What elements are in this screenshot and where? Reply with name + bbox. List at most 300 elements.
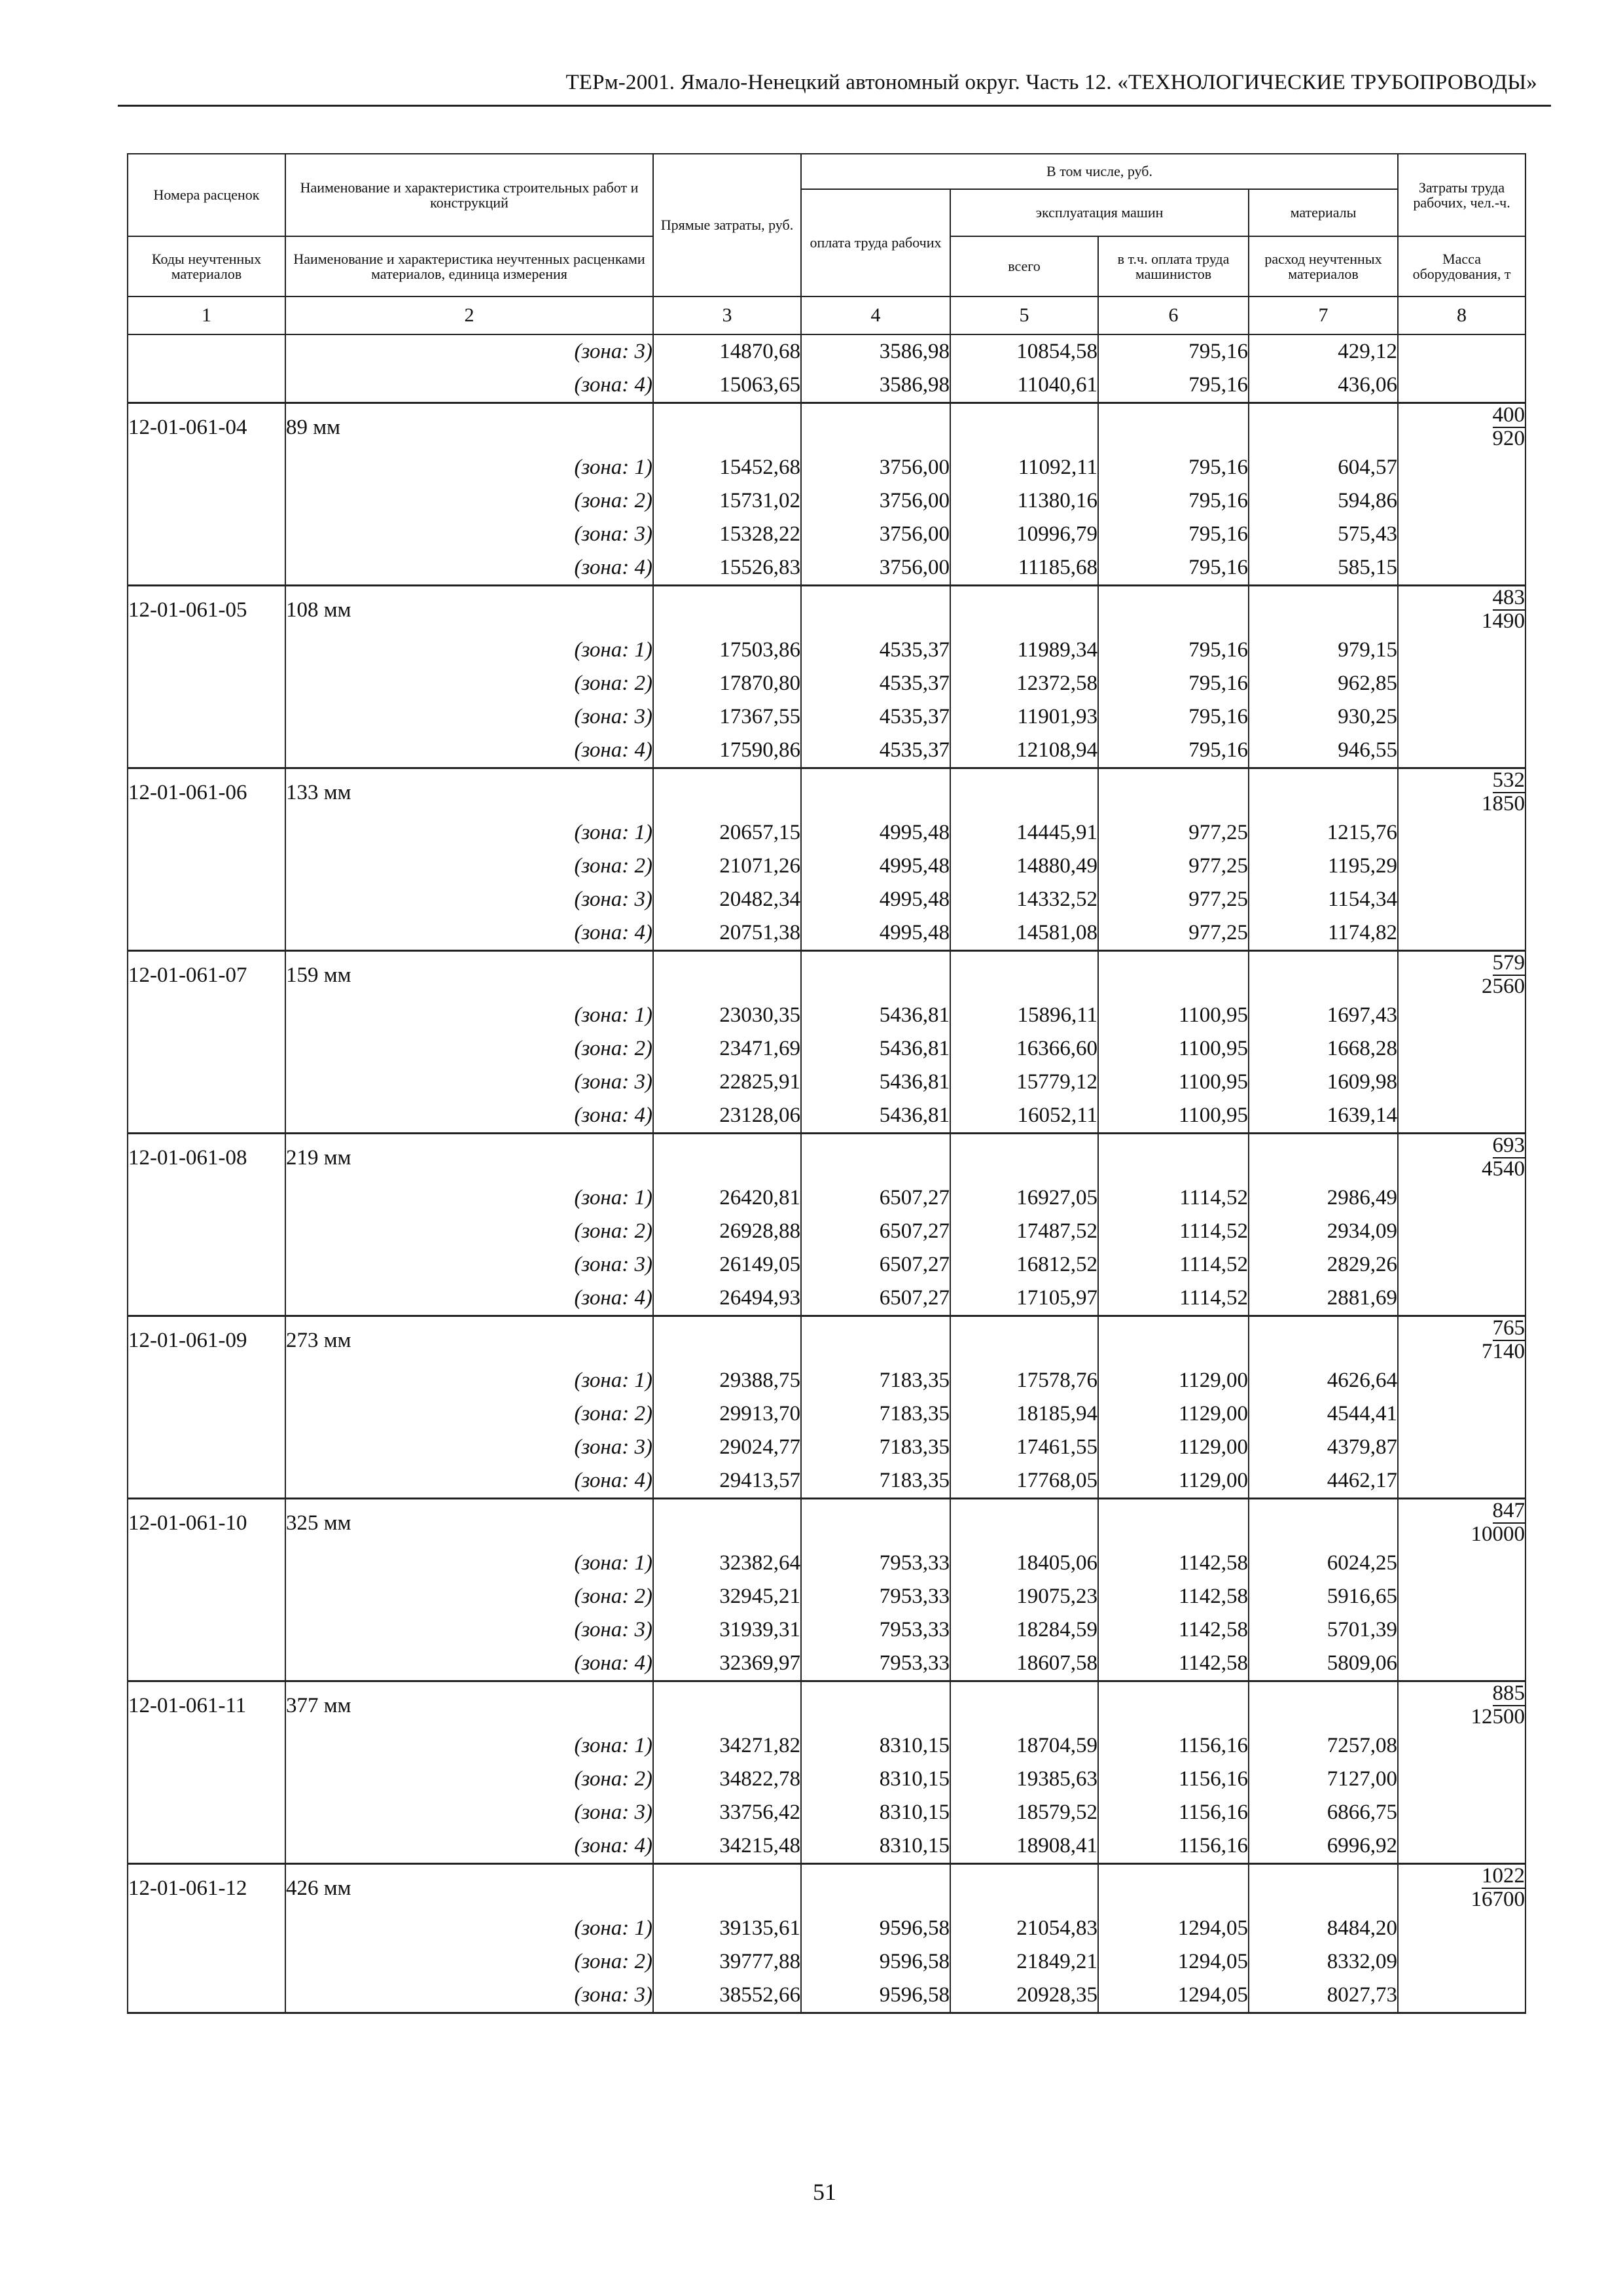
direct-costs: 31939,31 (653, 1613, 801, 1647)
materials-cost: 436,06 (1249, 368, 1398, 403)
empty-cell (1249, 1499, 1398, 1547)
table-row (128, 1282, 1525, 1316)
materials-cost: 4626,64 (1249, 1364, 1398, 1397)
empty-cell (1398, 816, 1525, 850)
machinist-pay: 977,25 (1098, 883, 1249, 916)
table-row (128, 1032, 1525, 1066)
materials-cost: 2986,49 (1249, 1181, 1398, 1215)
labor-pay: 8310,15 (801, 1763, 950, 1796)
labor-pay: 4535,37 (801, 700, 950, 734)
machine-ops-total: 18185,94 (950, 1397, 1098, 1431)
direct-costs: 20751,38 (653, 916, 801, 951)
empty-cell (128, 1979, 285, 2013)
page-number: 51 (813, 2179, 836, 2205)
direct-costs: 29024,77 (653, 1431, 801, 1464)
machine-ops-total: 11185,68 (950, 551, 1098, 586)
machine-ops-total: 18908,41 (950, 1829, 1098, 1864)
empty-cell (1098, 403, 1249, 452)
zone-label: (зона: 1) (285, 1912, 653, 1945)
header-total: всего (950, 236, 1098, 296)
labor-pay: 6507,27 (801, 1181, 950, 1215)
machinist-pay: 1114,52 (1098, 1282, 1249, 1316)
equipment-mass: 10000 (1471, 1522, 1525, 1546)
rate-code: 12-01-061-07 (128, 951, 285, 999)
header-name-unaccounted: Наименование и характеристика неучтенных расценками материалов, единица измерения (285, 236, 653, 296)
empty-cell (1398, 734, 1525, 768)
direct-costs: 23030,35 (653, 999, 801, 1032)
table-row (128, 368, 1525, 403)
labor-mass-fraction (1398, 1864, 1525, 1912)
machine-ops-total: 18284,59 (950, 1613, 1098, 1647)
pipe-diameter: 325 мм (285, 1499, 653, 1547)
empty-cell (1398, 916, 1525, 951)
header-machine-ops: эксплуатация машин (950, 189, 1249, 236)
equipment-mass: 920 (1492, 427, 1525, 450)
zone-label: (зона: 2) (285, 1580, 653, 1613)
materials-cost: 946,55 (1249, 734, 1398, 768)
machine-ops-total: 12108,94 (950, 734, 1098, 768)
empty-cell (801, 1864, 950, 1912)
empty-cell (1249, 1316, 1398, 1365)
materials-cost: 6866,75 (1249, 1796, 1398, 1829)
machinist-pay: 795,16 (1098, 551, 1249, 586)
empty-cell (1398, 1248, 1525, 1282)
labor-mass-fraction (1398, 1316, 1525, 1365)
empty-cell (128, 667, 285, 700)
empty-cell (128, 1099, 285, 1134)
empty-cell (1398, 518, 1525, 551)
equipment-mass: 2560 (1482, 975, 1525, 998)
machinist-pay: 1100,95 (1098, 1032, 1249, 1066)
machinist-pay: 1114,52 (1098, 1248, 1249, 1282)
direct-costs: 33756,42 (653, 1796, 801, 1829)
machinist-pay: 1142,58 (1098, 1580, 1249, 1613)
table-row (128, 1729, 1525, 1763)
labor-mass-fraction (1398, 1681, 1525, 1730)
direct-costs: 22825,91 (653, 1066, 801, 1099)
column-number: 7 (1249, 296, 1398, 334)
materials-cost: 930,25 (1249, 700, 1398, 734)
labor-pay: 5436,81 (801, 1099, 950, 1134)
machinist-pay: 1294,05 (1098, 1979, 1249, 2013)
labor-pay: 7183,35 (801, 1431, 950, 1464)
empty-cell (950, 586, 1098, 634)
rate-code: 12-01-061-06 (128, 768, 285, 817)
direct-costs: 38552,66 (653, 1979, 801, 2013)
labor-pay: 3586,98 (801, 368, 950, 403)
materials-cost: 1195,29 (1249, 850, 1398, 883)
direct-costs: 29913,70 (653, 1397, 801, 1431)
labor-pay: 7953,33 (801, 1547, 950, 1580)
pipe-diameter: 159 мм (285, 951, 653, 999)
machinist-pay: 795,16 (1098, 484, 1249, 518)
table-row (128, 1829, 1525, 1864)
machine-ops-total: 15779,12 (950, 1066, 1098, 1099)
empty-cell (128, 1829, 285, 1864)
column-number: 1 (128, 296, 285, 334)
zone-label: (зона: 2) (285, 667, 653, 700)
machine-ops-total: 11040,61 (950, 368, 1098, 403)
direct-costs: 39777,88 (653, 1945, 801, 1979)
machinist-pay: 977,25 (1098, 816, 1249, 850)
empty-cell (801, 1134, 950, 1182)
machinist-pay: 795,16 (1098, 634, 1249, 667)
machine-ops-total: 16366,60 (950, 1032, 1098, 1066)
zone-label: (зона: 2) (285, 1215, 653, 1248)
direct-costs: 26420,81 (653, 1181, 801, 1215)
table-row (128, 1248, 1525, 1282)
labor-pay: 3756,00 (801, 518, 950, 551)
zone-label: (зона: 4) (285, 734, 653, 768)
empty-cell (128, 551, 285, 586)
zone-label: (зона: 1) (285, 1364, 653, 1397)
table-row (128, 1647, 1525, 1681)
pipe-diameter: 377 мм (285, 1681, 653, 1730)
direct-costs: 15063,65 (653, 368, 801, 403)
machinist-pay: 1100,95 (1098, 1066, 1249, 1099)
empty-cell (128, 1613, 285, 1647)
empty-cell (128, 1215, 285, 1248)
machinist-pay: 1129,00 (1098, 1397, 1249, 1431)
table-row (128, 916, 1525, 951)
empty-cell (128, 850, 285, 883)
empty-cell (1398, 1729, 1525, 1763)
machine-ops-total: 11092,11 (950, 451, 1098, 484)
table-row (128, 700, 1525, 734)
machine-ops-total: 20928,35 (950, 1979, 1098, 2013)
empty-cell (950, 1134, 1098, 1182)
labor-pay: 5436,81 (801, 1066, 950, 1099)
empty-cell (128, 334, 285, 368)
table-row (128, 1912, 1525, 1945)
empty-cell (1398, 667, 1525, 700)
labor-mass-fraction (1398, 586, 1525, 634)
pipe-diameter: 133 мм (285, 768, 653, 817)
empty-cell (128, 1647, 285, 1681)
materials-cost: 2881,69 (1249, 1282, 1398, 1316)
direct-costs: 21071,26 (653, 850, 801, 883)
empty-cell (128, 1397, 285, 1431)
empty-cell (1398, 1464, 1525, 1499)
table-row (128, 451, 1525, 484)
direct-costs: 15452,68 (653, 451, 801, 484)
materials-cost: 4544,41 (1249, 1397, 1398, 1431)
machinist-pay: 1294,05 (1098, 1912, 1249, 1945)
materials-cost: 2829,26 (1249, 1248, 1398, 1282)
table-row (128, 1580, 1525, 1613)
empty-cell (128, 999, 285, 1032)
empty-cell (1249, 403, 1398, 452)
empty-cell (801, 1316, 950, 1365)
materials-cost: 5916,65 (1249, 1580, 1398, 1613)
empty-cell (653, 403, 801, 452)
machinist-pay: 795,16 (1098, 368, 1249, 403)
pipe-diameter: 89 мм (285, 403, 653, 452)
machine-ops-total: 17487,52 (950, 1215, 1098, 1248)
zone-label: (зона: 4) (285, 1282, 653, 1316)
empty-cell (1098, 1134, 1249, 1182)
zone-label: (зона: 2) (285, 1032, 653, 1066)
zone-label: (зона: 3) (285, 1066, 653, 1099)
direct-costs: 20482,34 (653, 883, 801, 916)
rate-group-row (128, 403, 1525, 452)
direct-costs: 26149,05 (653, 1248, 801, 1282)
materials-cost: 2934,09 (1249, 1215, 1398, 1248)
empty-cell (128, 1547, 285, 1580)
zone-label: (зона: 4) (285, 1099, 653, 1134)
labor-pay: 7183,35 (801, 1397, 950, 1431)
rate-code: 12-01-061-10 (128, 1499, 285, 1547)
machine-ops-total: 11989,34 (950, 634, 1098, 667)
direct-costs: 32945,21 (653, 1580, 801, 1613)
zone-label: (зона: 1) (285, 1181, 653, 1215)
zone-label: (зона: 2) (285, 484, 653, 518)
empty-cell (128, 700, 285, 734)
materials-cost: 594,86 (1249, 484, 1398, 518)
machinist-pay: 1100,95 (1098, 1099, 1249, 1134)
zone-label: (зона: 1) (285, 634, 653, 667)
table-row (128, 667, 1525, 700)
equipment-mass: 1850 (1482, 792, 1525, 816)
machine-ops-total: 16812,52 (950, 1248, 1098, 1282)
labor-pay: 8310,15 (801, 1796, 950, 1829)
empty-cell (128, 1282, 285, 1316)
machinist-pay: 1114,52 (1098, 1215, 1249, 1248)
machine-ops-total: 17768,05 (950, 1464, 1098, 1499)
labor-pay: 9596,58 (801, 1912, 950, 1945)
materials-cost: 5701,39 (1249, 1613, 1398, 1647)
labor-pay: 3756,00 (801, 451, 950, 484)
empty-cell (801, 1499, 950, 1547)
labor-hours: 1022 (1482, 1864, 1525, 1888)
rate-group-row (128, 951, 1525, 999)
machinist-pay: 1156,16 (1098, 1829, 1249, 1864)
table-row (128, 1763, 1525, 1796)
empty-cell (1398, 1647, 1525, 1681)
empty-cell (128, 1364, 285, 1397)
zone-label: (зона: 4) (285, 916, 653, 951)
machine-ops-total: 14581,08 (950, 916, 1098, 951)
empty-cell (128, 1580, 285, 1613)
direct-costs: 17870,80 (653, 667, 801, 700)
rate-group-row (128, 1134, 1525, 1182)
empty-cell (950, 1316, 1098, 1365)
empty-cell (128, 1032, 285, 1066)
equipment-mass: 12500 (1471, 1705, 1525, 1729)
labor-mass-fraction (1398, 403, 1525, 452)
zone-label: (зона: 3) (285, 334, 653, 368)
zone-label: (зона: 3) (285, 1248, 653, 1282)
labor-pay: 7953,33 (801, 1647, 950, 1681)
empty-cell (950, 1499, 1098, 1547)
machinist-pay: 1129,00 (1098, 1431, 1249, 1464)
column-number: 2 (285, 296, 653, 334)
zone-label: (зона: 4) (285, 368, 653, 403)
materials-cost: 7127,00 (1249, 1763, 1398, 1796)
rate-group-row (128, 586, 1525, 634)
empty-cell (1398, 1580, 1525, 1613)
machinist-pay: 1129,00 (1098, 1464, 1249, 1499)
empty-cell (801, 768, 950, 817)
table-row (128, 883, 1525, 916)
empty-cell (1398, 1613, 1525, 1647)
machinist-pay: 1156,16 (1098, 1796, 1249, 1829)
labor-pay: 7183,35 (801, 1364, 950, 1397)
empty-cell (1398, 1066, 1525, 1099)
materials-cost: 429,12 (1249, 334, 1398, 368)
empty-cell (1398, 1829, 1525, 1864)
empty-cell (128, 1248, 285, 1282)
direct-costs: 17590,86 (653, 734, 801, 768)
zone-label: (зона: 3) (285, 700, 653, 734)
zone-label: (зона: 3) (285, 1613, 653, 1647)
materials-cost: 4379,87 (1249, 1431, 1398, 1464)
empty-cell (1098, 951, 1249, 999)
machinist-pay: 1100,95 (1098, 999, 1249, 1032)
rate-code: 12-01-061-08 (128, 1134, 285, 1182)
labor-pay: 9596,58 (801, 1945, 950, 1979)
zone-label: (зона: 4) (285, 1647, 653, 1681)
machinist-pay: 1156,16 (1098, 1763, 1249, 1796)
empty-cell (1398, 451, 1525, 484)
labor-pay: 6507,27 (801, 1215, 950, 1248)
table-row (128, 1431, 1525, 1464)
header-labor-costs: Затраты труда рабочих, чел.-ч. (1398, 154, 1525, 236)
machine-ops-total: 21849,21 (950, 1945, 1098, 1979)
machine-ops-total: 15896,11 (950, 999, 1098, 1032)
zone-label: (зона: 4) (285, 1829, 653, 1864)
materials-cost: 4462,17 (1249, 1464, 1398, 1499)
machine-ops-total: 11901,93 (950, 700, 1098, 734)
zone-label: (зона: 1) (285, 999, 653, 1032)
direct-costs: 26928,88 (653, 1215, 801, 1248)
empty-cell (1398, 850, 1525, 883)
header-codes-unaccounted: Коды неучтенных материалов (128, 236, 285, 296)
rate-code: 12-01-061-09 (128, 1316, 285, 1365)
materials-cost: 585,15 (1249, 551, 1398, 586)
labor-hours: 400 (1492, 403, 1525, 427)
machine-ops-total: 17105,97 (950, 1282, 1098, 1316)
header-equipment-mass: Масса оборудования, т (1398, 236, 1525, 296)
machine-ops-total: 11380,16 (950, 484, 1098, 518)
header-labor-pay: оплата труда рабочих (801, 189, 950, 296)
pipe-diameter: 108 мм (285, 586, 653, 634)
materials-cost: 6024,25 (1249, 1547, 1398, 1580)
materials-cost: 1668,28 (1249, 1032, 1398, 1066)
zone-label: (зона: 3) (285, 883, 653, 916)
column-number: 6 (1098, 296, 1249, 334)
zone-label: (зона: 2) (285, 850, 653, 883)
header-materials: материалы (1249, 189, 1398, 236)
equipment-mass: 7140 (1482, 1340, 1525, 1363)
empty-cell (1098, 1499, 1249, 1547)
empty-cell (128, 1945, 285, 1979)
direct-costs: 20657,15 (653, 816, 801, 850)
machine-ops-total: 12372,58 (950, 667, 1098, 700)
rate-group-row (128, 1499, 1525, 1547)
table-row (128, 1796, 1525, 1829)
direct-costs: 15731,02 (653, 484, 801, 518)
zone-label: (зона: 1) (285, 1547, 653, 1580)
zone-label: (зона: 4) (285, 551, 653, 586)
empty-cell (950, 1864, 1098, 1912)
machine-ops-total: 16927,05 (950, 1181, 1098, 1215)
rate-code: 12-01-061-04 (128, 403, 285, 452)
table-row (128, 1979, 1525, 2013)
table-row (128, 1099, 1525, 1134)
table-row (128, 999, 1525, 1032)
machine-ops-total: 17578,76 (950, 1364, 1098, 1397)
direct-costs: 26494,93 (653, 1282, 801, 1316)
labor-pay: 5436,81 (801, 999, 950, 1032)
labor-pay: 7953,33 (801, 1613, 950, 1647)
rate-code: 12-01-061-05 (128, 586, 285, 634)
rate-group-row (128, 1681, 1525, 1730)
machinist-pay: 795,16 (1098, 451, 1249, 484)
zone-label: (зона: 2) (285, 1763, 653, 1796)
empty-cell (1249, 586, 1398, 634)
machine-ops-total: 19075,23 (950, 1580, 1098, 1613)
table-row (128, 484, 1525, 518)
empty-cell (1398, 1099, 1525, 1134)
machine-ops-total: 14332,52 (950, 883, 1098, 916)
labor-pay: 4535,37 (801, 634, 950, 667)
table-row (128, 816, 1525, 850)
materials-cost: 1639,14 (1249, 1099, 1398, 1134)
machinist-pay: 795,16 (1098, 700, 1249, 734)
labor-pay: 5436,81 (801, 1032, 950, 1066)
empty-cell (128, 816, 285, 850)
column-number: 5 (950, 296, 1098, 334)
empty-cell (1398, 1912, 1525, 1945)
empty-cell (1398, 1364, 1525, 1397)
machine-ops-total: 19385,63 (950, 1763, 1098, 1796)
empty-cell (801, 1681, 950, 1730)
zone-label: (зона: 3) (285, 1796, 653, 1829)
rate-code: 12-01-061-12 (128, 1864, 285, 1912)
labor-pay: 7183,35 (801, 1464, 950, 1499)
empty-cell (950, 768, 1098, 817)
direct-costs: 34215,48 (653, 1829, 801, 1864)
materials-cost: 8484,20 (1249, 1912, 1398, 1945)
empty-cell (128, 734, 285, 768)
labor-pay: 4995,48 (801, 916, 950, 951)
empty-cell (801, 951, 950, 999)
header-direct-costs: Прямые затраты, руб. (653, 154, 801, 296)
labor-hours: 847 (1492, 1499, 1525, 1523)
zone-label: (зона: 2) (285, 1397, 653, 1431)
machinist-pay: 1129,00 (1098, 1364, 1249, 1397)
empty-cell (801, 586, 950, 634)
table-row (128, 1547, 1525, 1580)
empty-cell (801, 403, 950, 452)
empty-cell (1398, 368, 1525, 403)
header-rule (118, 105, 1551, 107)
empty-cell (1398, 1979, 1525, 2013)
empty-cell (1398, 1547, 1525, 1580)
machine-ops-total: 18405,06 (950, 1547, 1098, 1580)
empty-cell (1398, 1431, 1525, 1464)
materials-cost: 8027,73 (1249, 1979, 1398, 2013)
labor-hours: 532 (1492, 768, 1525, 793)
zone-label: (зона: 3) (285, 518, 653, 551)
empty-cell (653, 1316, 801, 1365)
direct-costs: 23471,69 (653, 1032, 801, 1066)
machinist-pay: 1142,58 (1098, 1547, 1249, 1580)
equipment-mass: 1490 (1482, 609, 1525, 633)
empty-cell (128, 451, 285, 484)
empty-cell (128, 1431, 285, 1464)
